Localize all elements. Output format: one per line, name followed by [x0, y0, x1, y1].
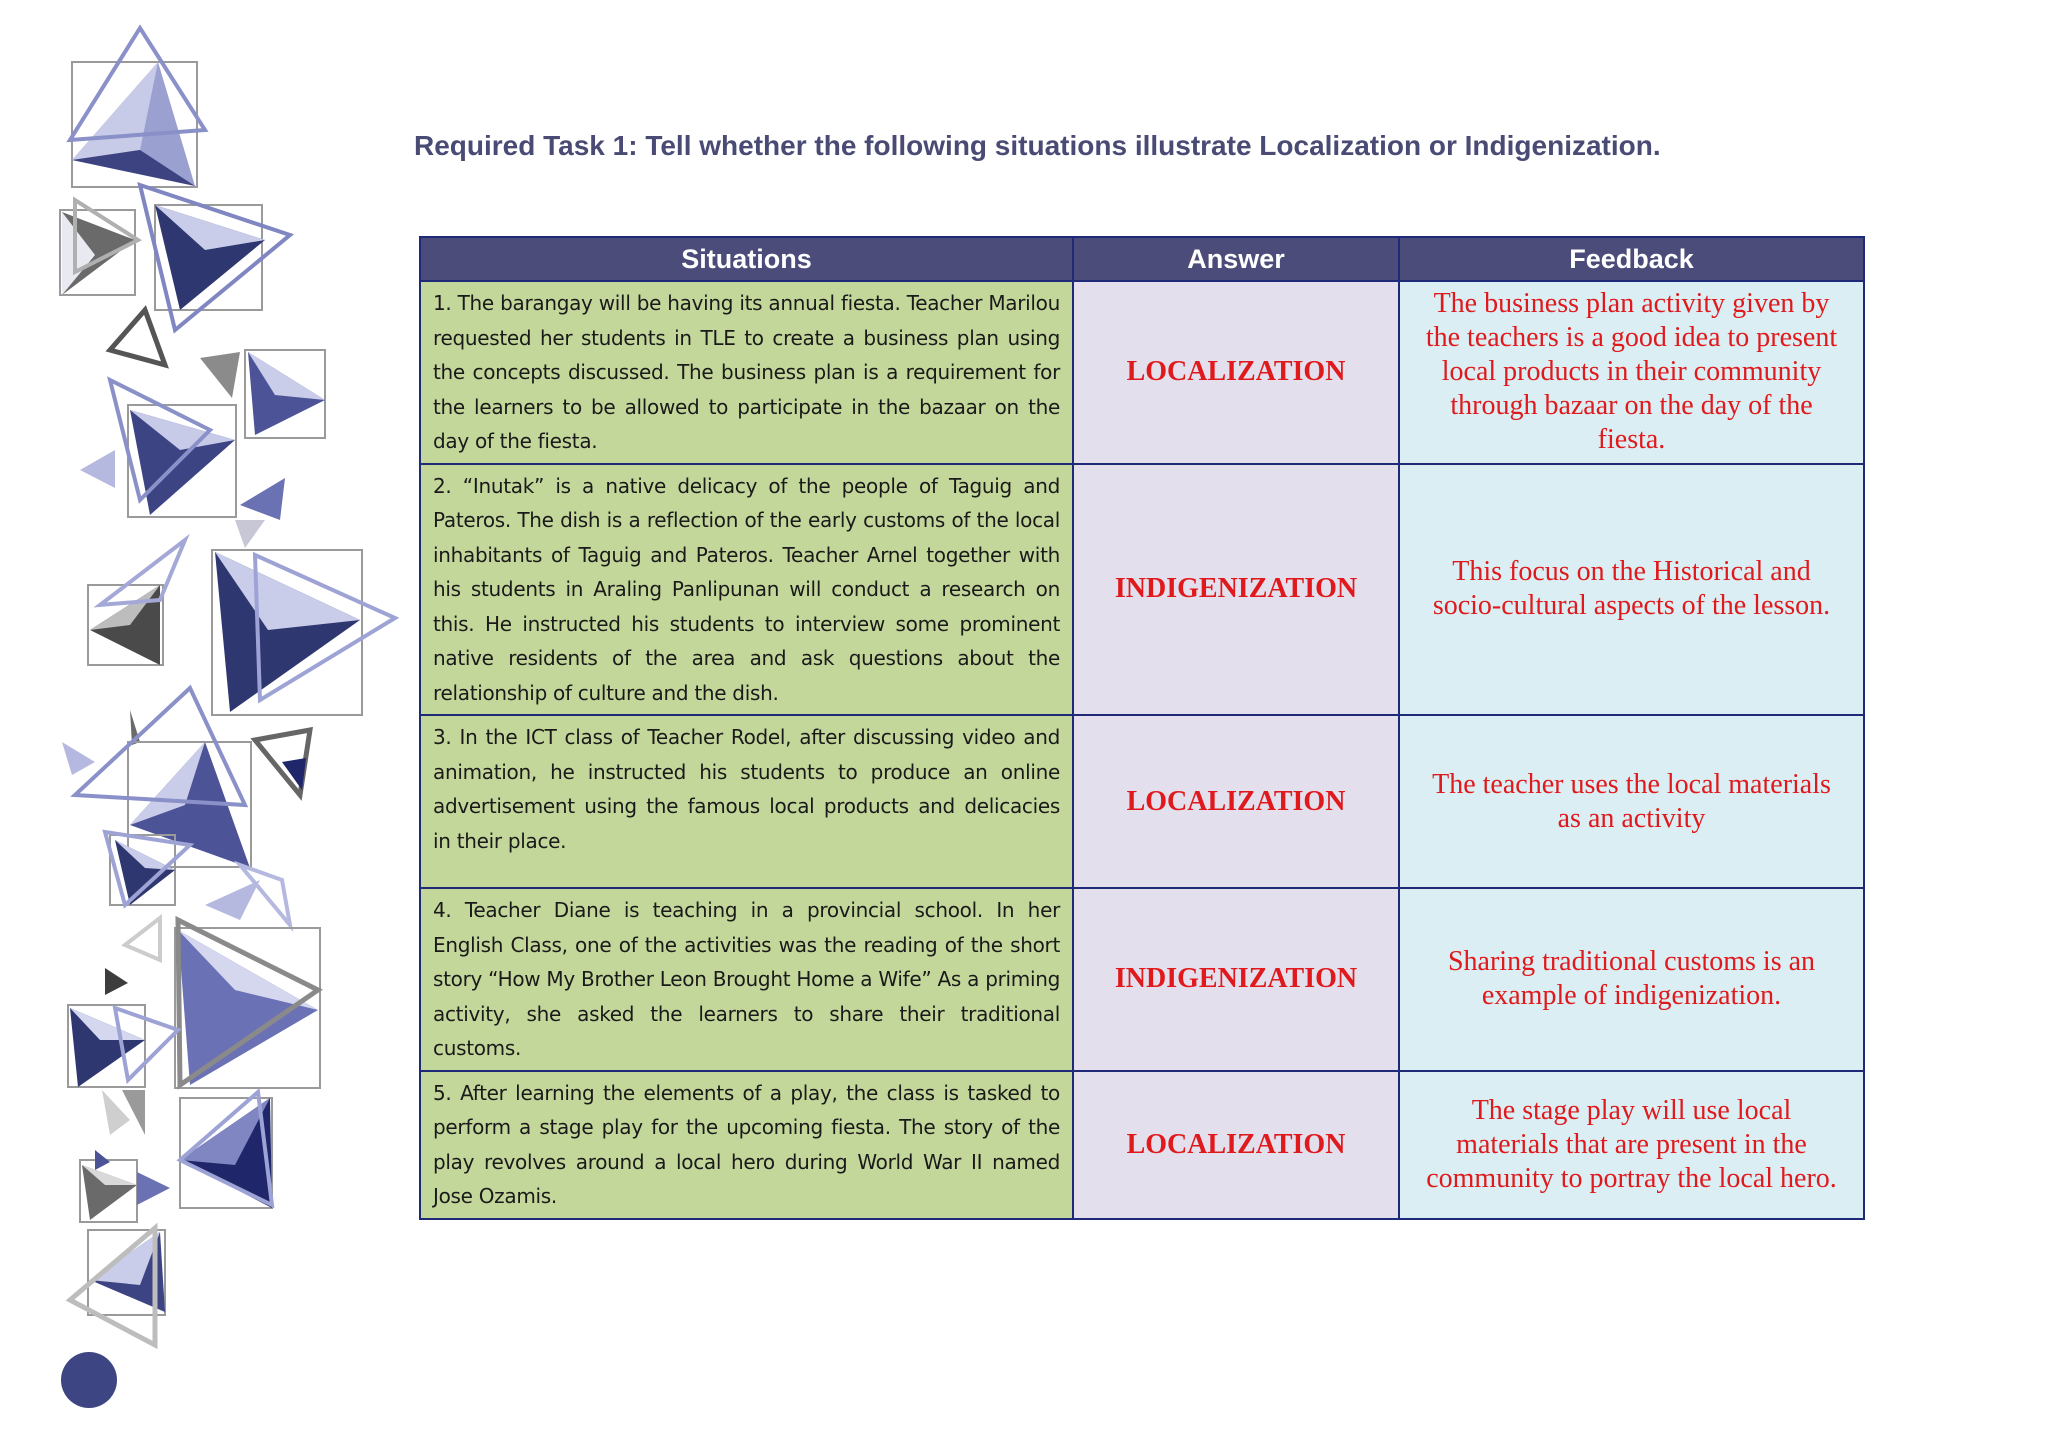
triangle-pyramid-icon	[60, 200, 138, 295]
table-row	[420, 715, 1864, 888]
triangle-pyramid-icon	[140, 185, 290, 330]
header-situations: Situations	[420, 237, 1073, 281]
triangle-outline-decor	[100, 540, 185, 605]
situation-cell: 1. The barangay will be having its annual fiesta. Teacher Marilou requested her students in TLE to create a business plan using the concepts discussed. The business plan is a requirement for the learners to be allowed to participate in the bazaar on the day of the fiesta.	[420, 281, 1073, 464]
table-row	[420, 1071, 1864, 1219]
triangle-pyramid-icon	[70, 28, 205, 187]
answer-cell: INDIGENIZATION	[1073, 888, 1399, 1071]
answer-cell: LOCALIZATION	[1073, 1071, 1399, 1219]
situation-cell: 2. “Inutak” is a native delicacy of the people of Taguig and Pateros. The dish is a reflection of the early customs of the local inhabitants of Taguig and Pateros. Teacher Arnel together with his students in Araling Panlipunan will conduct a research on this. He instructed his students to interview some prominent native residents of the area and ask questions about the relationship of culture and the dish.	[420, 464, 1073, 716]
triangle-pyramid-icon	[110, 380, 236, 517]
triangle-outline-decor	[110, 310, 165, 365]
triangle-decor	[235, 520, 265, 548]
answer-cell: LOCALIZATION	[1073, 715, 1399, 888]
triangle-decor	[205, 880, 260, 920]
triangle-decor	[240, 478, 285, 520]
feedback-cell: This focus on the Historical and socio-cultural aspects of the lesson.	[1399, 464, 1864, 716]
triangle-pyramid-icon	[212, 550, 395, 715]
triangle-decor	[105, 968, 128, 995]
feedback-cell: The business plan activity given by the teachers is a good idea to present local products in their community through bazaar on the day of the fiesta.	[1399, 281, 1864, 464]
triangle-pyramid-icon	[68, 1005, 178, 1087]
triangle-decor	[62, 742, 95, 775]
triangle-decor	[200, 352, 240, 398]
triangle-decor	[122, 1090, 145, 1135]
answers-table	[419, 236, 1865, 1220]
table-row	[420, 464, 1864, 716]
triangle-pyramid-icon	[70, 1228, 165, 1345]
feedback-cell: The teacher uses the local materials as an activity	[1399, 715, 1864, 888]
triangle-pyramid-icon	[245, 350, 325, 438]
feedback-cell: The stage play will use local materials that are present in the community to portray the local hero.	[1399, 1071, 1864, 1219]
answer-cell: LOCALIZATION	[1073, 281, 1399, 464]
triangle-pyramid-icon	[180, 1092, 272, 1208]
table-row	[420, 281, 1864, 464]
triangle-pyramid-icon	[88, 585, 163, 665]
situation-cell: 3. In the ICT class of Teacher Rodel, after discussing video and animation, he instructed his students to produce an online advertisement using the famous local products and delicacies in their place.	[420, 715, 1073, 888]
task-title: Required Task 1: Tell whether the following situations illustrate Localization or Indigenization.	[414, 130, 1661, 161]
answer-cell: INDIGENIZATION	[1073, 464, 1399, 716]
triangle-outline-decor	[125, 918, 160, 960]
situation-cell: 4. Teacher Diane is teaching in a provincial school. In her English Class, one of the activities was the reading of the short story “How My Brother Leon Brought Home a Wife” As a priming activity, she asked the learners to share their traditional customs.	[420, 888, 1073, 1071]
table-header-row	[420, 237, 1864, 281]
feedback-cell: Sharing traditional customs is an example of indigenization.	[1399, 888, 1864, 1071]
triangle-pyramid-icon	[80, 1160, 137, 1222]
decorative-triangles-border	[0, 0, 420, 1448]
triangle-decor	[80, 450, 115, 488]
triangle-decor	[137, 1172, 170, 1205]
circle-dot-icon	[61, 1352, 117, 1408]
triangle-pyramid-icon	[175, 920, 320, 1088]
header-feedback: Feedback	[1399, 237, 1864, 281]
header-answer: Answer	[1073, 237, 1399, 281]
situation-cell: 5. After learning the elements of a play, the class is tasked to perform a stage play for the upcoming fiesta. The story of the play revolves around a local hero during World War II named Jose Ozamis.	[420, 1071, 1073, 1219]
table-row	[420, 888, 1864, 1071]
